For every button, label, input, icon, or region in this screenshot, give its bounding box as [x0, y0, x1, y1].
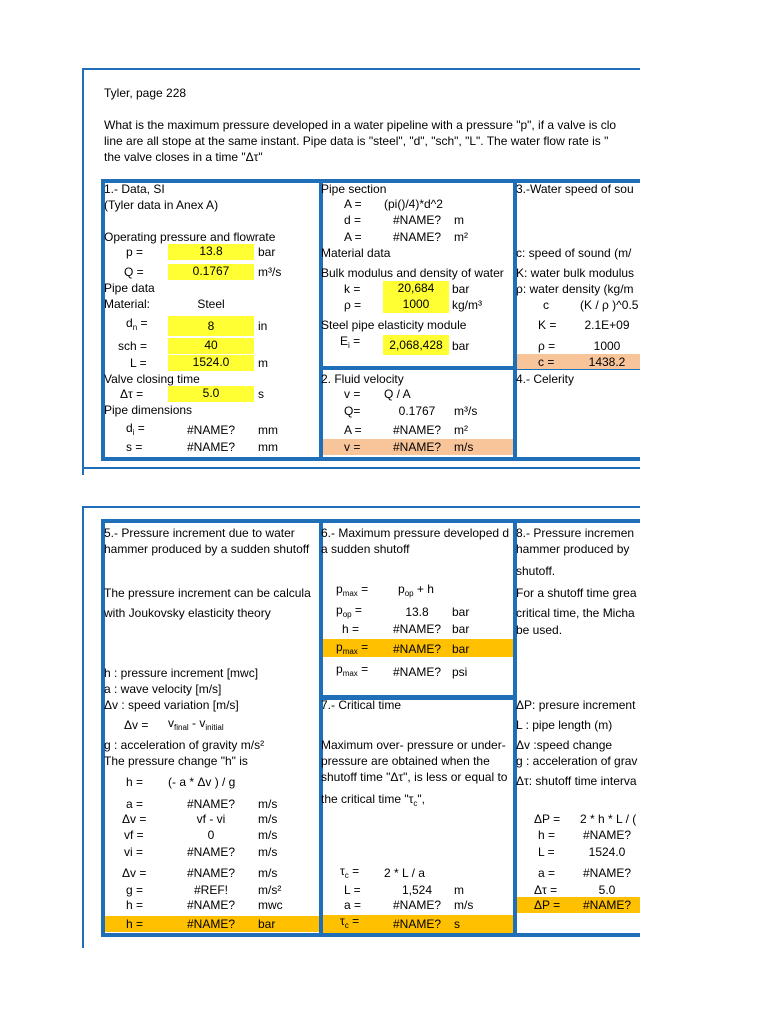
L7-value: 1,524: [401, 883, 433, 897]
h8-label: h =: [538, 828, 556, 842]
A-unit: m²: [454, 230, 468, 244]
h-bar-unit: bar: [258, 917, 276, 931]
di-unit: mm: [258, 423, 278, 437]
A-value: #NAME?: [392, 230, 442, 244]
K-description: K: water bulk modulus: [516, 266, 635, 280]
sec1-title: 1.- Data, SI: [104, 182, 165, 196]
operating-title: Operating pressure and flowrate: [104, 230, 276, 244]
sec5-calc-2: with Joukovsky elasticity theory: [104, 606, 271, 620]
sec8-title-3: shutoff.: [516, 564, 556, 578]
tc-unit: s: [454, 917, 460, 931]
A2-value: #NAME?: [392, 423, 442, 437]
v-formula-label: v =: [344, 387, 361, 401]
h-bar-label: h =: [126, 917, 144, 931]
d-unit: m: [454, 213, 464, 227]
dt-unit: s: [258, 387, 264, 401]
E-label: $E_i$ =: [340, 334, 361, 350]
A-label: A =: [344, 230, 362, 244]
dv2-value: #NAME?: [186, 866, 236, 880]
Q-label: Q=: [344, 404, 361, 418]
A-formula: (pi()/4)*d^2: [384, 197, 443, 211]
g-unit: m/s²: [258, 883, 282, 897]
def-dv8: Δv :speed change: [516, 738, 613, 752]
s-value: #NAME?: [186, 440, 236, 454]
steel-title: Steel pipe elasticity module: [321, 318, 467, 332]
K-label: K =: [538, 318, 557, 332]
source-reference: Tyler, page 228: [104, 86, 187, 100]
v-label: v =: [344, 440, 361, 454]
pmax-psi-label: $p_{max}$ =: [336, 662, 369, 678]
L7-unit: m: [454, 883, 464, 897]
sec7-line-1: Maximum over- pressure or under-: [321, 738, 506, 752]
problem-line-3: the valve closes in a time "Δτ": [104, 150, 263, 164]
L8-value: 1524.0: [588, 845, 626, 859]
p-label: p =: [126, 245, 144, 259]
p-input[interactable]: 13.8: [168, 244, 254, 260]
h-bar-value: #NAME?: [186, 917, 236, 931]
sec6-title-2: a sudden shutoff: [321, 542, 410, 556]
h-mwc-unit: mwc: [258, 898, 283, 912]
vi-unit: m/s: [258, 845, 278, 859]
def-h: h : pressure increment [mwc]: [104, 666, 259, 680]
sec7-title: 7.- Critical time: [321, 698, 402, 712]
material-data-title: Material data: [321, 246, 391, 260]
A2-unit: m²: [454, 423, 468, 437]
dv-label: Δv =: [122, 812, 147, 826]
pop-label: $p_{op}$ =: [336, 603, 362, 619]
h8-value: #NAME?: [582, 828, 632, 842]
a-value: #NAME?: [186, 797, 236, 811]
rho2-label: ρ =: [538, 339, 556, 353]
sec3-title: 3.-Water speed of sou: [516, 182, 634, 196]
Q-unit: m³/s: [454, 404, 478, 418]
problem-line-2: line are all stope at the same instant. Pipe data is "steel", "d", "sch", "L". The water flow rate is ": [104, 134, 609, 148]
sec8-para-2: critical time, the Micha: [516, 606, 635, 620]
vi-value: #NAME?: [186, 845, 236, 859]
h-formula: (- a * Δv ) / g: [168, 775, 236, 789]
vf-value: 0: [207, 828, 215, 842]
pipe-data-title: Pipe data: [104, 281, 155, 295]
dt8-label: Δτ =: [534, 883, 558, 897]
dv-value: vf - vi: [196, 812, 226, 826]
a8-value: #NAME?: [582, 866, 632, 880]
sec7-line-4: the critical time "$\tau_c$",: [321, 792, 425, 808]
sec8-para-1: For a shutoff time grea: [516, 586, 637, 600]
s-label: s =: [126, 440, 143, 454]
def-dv: Δv : speed variation [m/s]: [104, 698, 239, 712]
def-a: a : wave velocity [m/s]: [104, 682, 222, 696]
a-label: a =: [126, 797, 144, 811]
d-label: d =: [344, 213, 362, 227]
q-unit: m³/s: [258, 265, 282, 279]
dP-formula: 2 * h * L / (: [580, 812, 637, 826]
dP-formula-label: ΔP =: [534, 812, 561, 826]
sec2-title: 2. Fluid velocity: [321, 372, 404, 386]
sec5-calc-1: The pressure increment can be calcula: [104, 586, 311, 600]
sec7-line-3: shutoff time "Δτ", is less or equal to: [321, 770, 508, 784]
d-value: #NAME?: [392, 213, 442, 227]
pipe-section-title: Pipe section: [321, 182, 387, 196]
g-label: g =: [126, 883, 144, 897]
sec8-title-1: 8.- Pressure incremen: [516, 526, 635, 540]
vf-label: vf =: [124, 828, 144, 842]
h-formula-label: h =: [126, 775, 144, 789]
Q-value: 0.1767: [398, 404, 436, 418]
dn-label: $d_n$ =: [126, 316, 148, 332]
a-unit: m/s: [258, 797, 278, 811]
sec1-subtitle: (Tyler data in Anex A): [104, 198, 219, 212]
L-unit: m: [258, 356, 268, 370]
h6-unit: bar: [452, 622, 470, 636]
sec6-title-1: 6.- Maximum pressure developed d: [321, 526, 510, 540]
sch-input[interactable]: 40: [168, 338, 254, 354]
a7-label: a =: [344, 898, 362, 912]
c-label: c =: [538, 355, 555, 369]
v-formula: Q / A: [384, 387, 411, 401]
dt-input[interactable]: 5.0: [168, 386, 254, 402]
di-value: #NAME?: [186, 423, 236, 437]
c-description: c: speed of sound (m/: [516, 246, 632, 260]
c-formula-label: c: [543, 298, 549, 312]
def-dt: Δτ: shutoff time interva: [516, 774, 637, 788]
pmax-psi-unit: psi: [452, 665, 468, 679]
dv2-label: Δv =: [122, 866, 147, 880]
q-label: Q =: [124, 265, 144, 279]
pmax-psi-value: #NAME?: [392, 665, 442, 679]
E-input[interactable]: 2,068,428: [383, 335, 449, 355]
p-unit: bar: [258, 245, 276, 259]
pmax-formula-label: $p_{max}$ =: [336, 582, 369, 598]
sec7-line-2: pressure are obtained when the: [321, 754, 490, 768]
dims-title: Pipe dimensions: [104, 403, 193, 417]
dv-unit: m/s: [258, 812, 278, 826]
sec4-title: 4.- Celerity: [516, 372, 575, 386]
def-g8: g : acceleration of grav: [516, 754, 638, 768]
sec5-title-2: hammer produced by a sudden shutoff: [104, 542, 310, 556]
valve-title: Valve closing time: [104, 372, 200, 386]
k-label: k =: [344, 282, 361, 296]
v-value: #NAME?: [392, 440, 442, 454]
dn-input[interactable]: 8: [168, 316, 254, 336]
rho-input[interactable]: 1000: [383, 297, 449, 313]
L8-label: L =: [538, 845, 555, 859]
dP-label: ΔP =: [534, 898, 561, 912]
dP-value: #NAME?: [582, 898, 632, 912]
vi-label: vi =: [124, 845, 144, 859]
pop-unit: bar: [452, 605, 470, 619]
dt8-value: 5.0: [598, 883, 616, 897]
L7-label: L =: [344, 883, 361, 897]
K-value: 2.1E+09: [584, 318, 630, 332]
sec8-para-3: be used.: [516, 623, 563, 637]
h6-value: #NAME?: [392, 622, 442, 636]
A2-label: A =: [344, 423, 362, 437]
tc-label: $\tau_c$ =: [340, 914, 360, 930]
h6-label: h =: [342, 622, 360, 636]
pmax-bar-unit: bar: [452, 642, 470, 656]
v-unit: m/s: [454, 440, 474, 454]
tc-formula-label: $\tau_c$ =: [340, 864, 360, 880]
s-unit: mm: [258, 440, 278, 454]
c-formula: (K / ρ )^0.5: [580, 298, 639, 312]
dv-formula-label: Δv =: [124, 718, 149, 732]
def-pressure-change: The pressure change "h" is: [104, 754, 248, 768]
tc-formula: 2 * L / a: [384, 866, 425, 880]
h-mwc-value: #NAME?: [186, 898, 236, 912]
problem-line-1: What is the maximum pressure developed in a water pipeline with a pressure "p", if a valve is clo: [104, 118, 617, 132]
h-mwc-label: h =: [126, 898, 144, 912]
a7-value: #NAME?: [392, 898, 442, 912]
sec5-title-1: 5.- Pressure increment due to water: [104, 526, 295, 540]
k-unit: bar: [452, 282, 470, 296]
sec8-title-2: hammer produced by: [516, 542, 630, 556]
material-label: Material:: [104, 297, 151, 311]
A-formula-label: A =: [344, 197, 362, 211]
def-dP: ΔP: presure increment: [516, 698, 636, 712]
dt-label: Δτ =: [120, 387, 144, 401]
E-unit: bar: [452, 339, 470, 353]
dv-formula: $v_{final} - v_{initial}$: [168, 716, 224, 732]
material-value: Steel: [197, 297, 225, 311]
rho2-value: 1000: [593, 339, 621, 353]
page-1-bottom-rule: [84, 467, 640, 469]
def-g: g : acceleration of gravity m/s²: [104, 738, 265, 752]
q-input[interactable]: 0.1767: [168, 264, 254, 280]
a8-label: a =: [538, 866, 556, 880]
rho-label: ρ =: [344, 298, 362, 312]
c-value: 1438.2: [588, 355, 626, 369]
pmax-label: $p_{max}$ =: [336, 640, 369, 656]
rho-unit: kg/m³: [452, 298, 482, 312]
pop-value: 13.8: [405, 605, 429, 619]
fluid-velocity-divider: [321, 366, 515, 370]
di-label: $d_i$ =: [126, 421, 145, 437]
L-label: L =: [130, 356, 147, 370]
dn-unit: in: [258, 319, 268, 333]
dv2-unit: m/s: [258, 866, 278, 880]
rho-description: ρ: water density (kg/m: [516, 282, 634, 296]
vf-unit: m/s: [258, 828, 278, 842]
pmax-bar-value: #NAME?: [392, 642, 442, 656]
bulk-title: Bulk modulus and density of water: [321, 266, 504, 280]
k-input[interactable]: 20,684: [383, 281, 449, 297]
def-L: L : pipe length (m): [516, 718, 613, 732]
g-value: #REF!: [193, 883, 228, 897]
pmax-formula: $p_{op} + h$: [398, 582, 434, 598]
L-input[interactable]: 1524.0: [168, 355, 254, 371]
sch-label: sch =: [118, 339, 148, 353]
a7-unit: m/s: [454, 898, 474, 912]
tc-value: #NAME?: [392, 917, 442, 931]
